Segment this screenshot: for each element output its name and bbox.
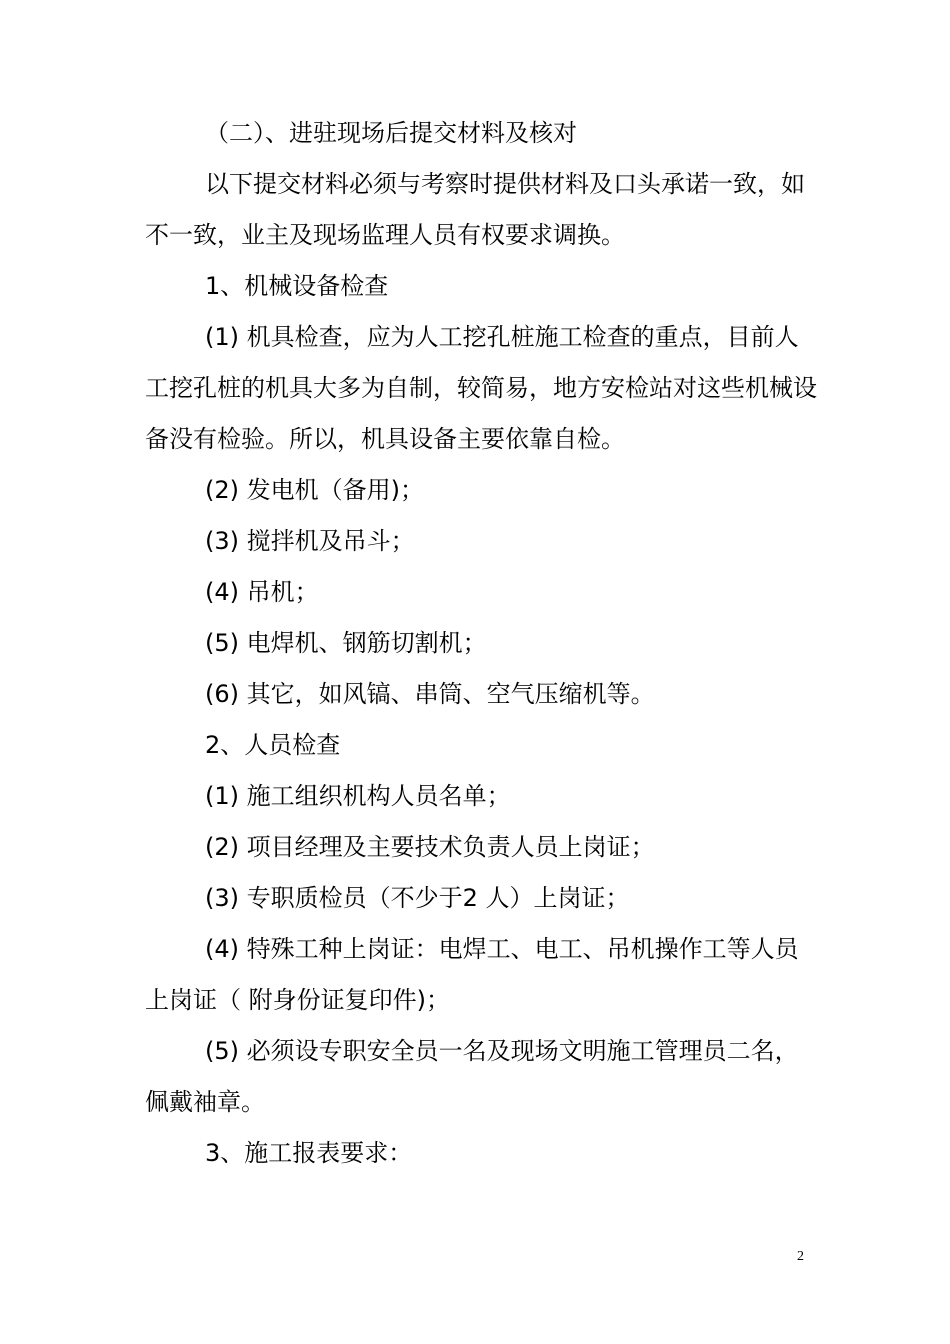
list-item-line: (1) 施工组织机构人员名单； (205, 782, 511, 810)
list-item-line: 工挖孔桩的机具大多为自制，较简易，地方安检站对这些机械设 (145, 374, 817, 402)
list-item-line: (3) 专职质检员（不少于2 人）上岗证； (205, 884, 630, 912)
subsection-heading: 3、施工报表要求： (205, 1139, 413, 1167)
page-number: 2 (797, 1249, 804, 1264)
list-item-line: 佩戴袖章。 (145, 1088, 265, 1116)
list-item-line: (6) 其它，如风镐、串筒、空气压缩机等。 (205, 680, 655, 708)
list-item-line: (2) 项目经理及主要技术负责人员上岗证； (205, 833, 655, 861)
subsection-heading: 1、机械设备检查 (205, 272, 389, 300)
list-item-line: (5) 必须设专职安全员一名及现场文明施工管理员二名， (205, 1037, 799, 1065)
list-item-line: (1) 机具检查，应为人工挖孔桩施工检查的重点，目前人 (205, 323, 799, 351)
paragraph-line: 不一致，业主及现场监理人员有权要求调换。 (145, 221, 625, 249)
document-body (145, 108, 815, 1179)
list-item-line: 备没有检验。所以，机具设备主要依靠自检。 (145, 425, 625, 453)
list-item-line: 上岗证（ 附身份证复印件)； (145, 986, 450, 1014)
subsection-heading: 2、人员检查 (205, 731, 341, 759)
paragraph-line: 以下提交材料必须与考察时提供材料及口头承诺一致，如 (205, 170, 805, 198)
list-item-line: (4) 吊机； (205, 578, 319, 606)
list-item-line: (2) 发电机（备用)； (205, 476, 424, 504)
list-item-line: (5) 电焊机、钢筋切割机； (205, 629, 487, 657)
list-item-line: (3) 搅拌机及吊斗； (205, 527, 415, 555)
section-heading: （二）、进驻现场后提交材料及核对 (205, 119, 577, 147)
list-item-line: (4) 特殊工种上岗证：电焊工、电工、吊机操作工等人员 (205, 935, 799, 963)
